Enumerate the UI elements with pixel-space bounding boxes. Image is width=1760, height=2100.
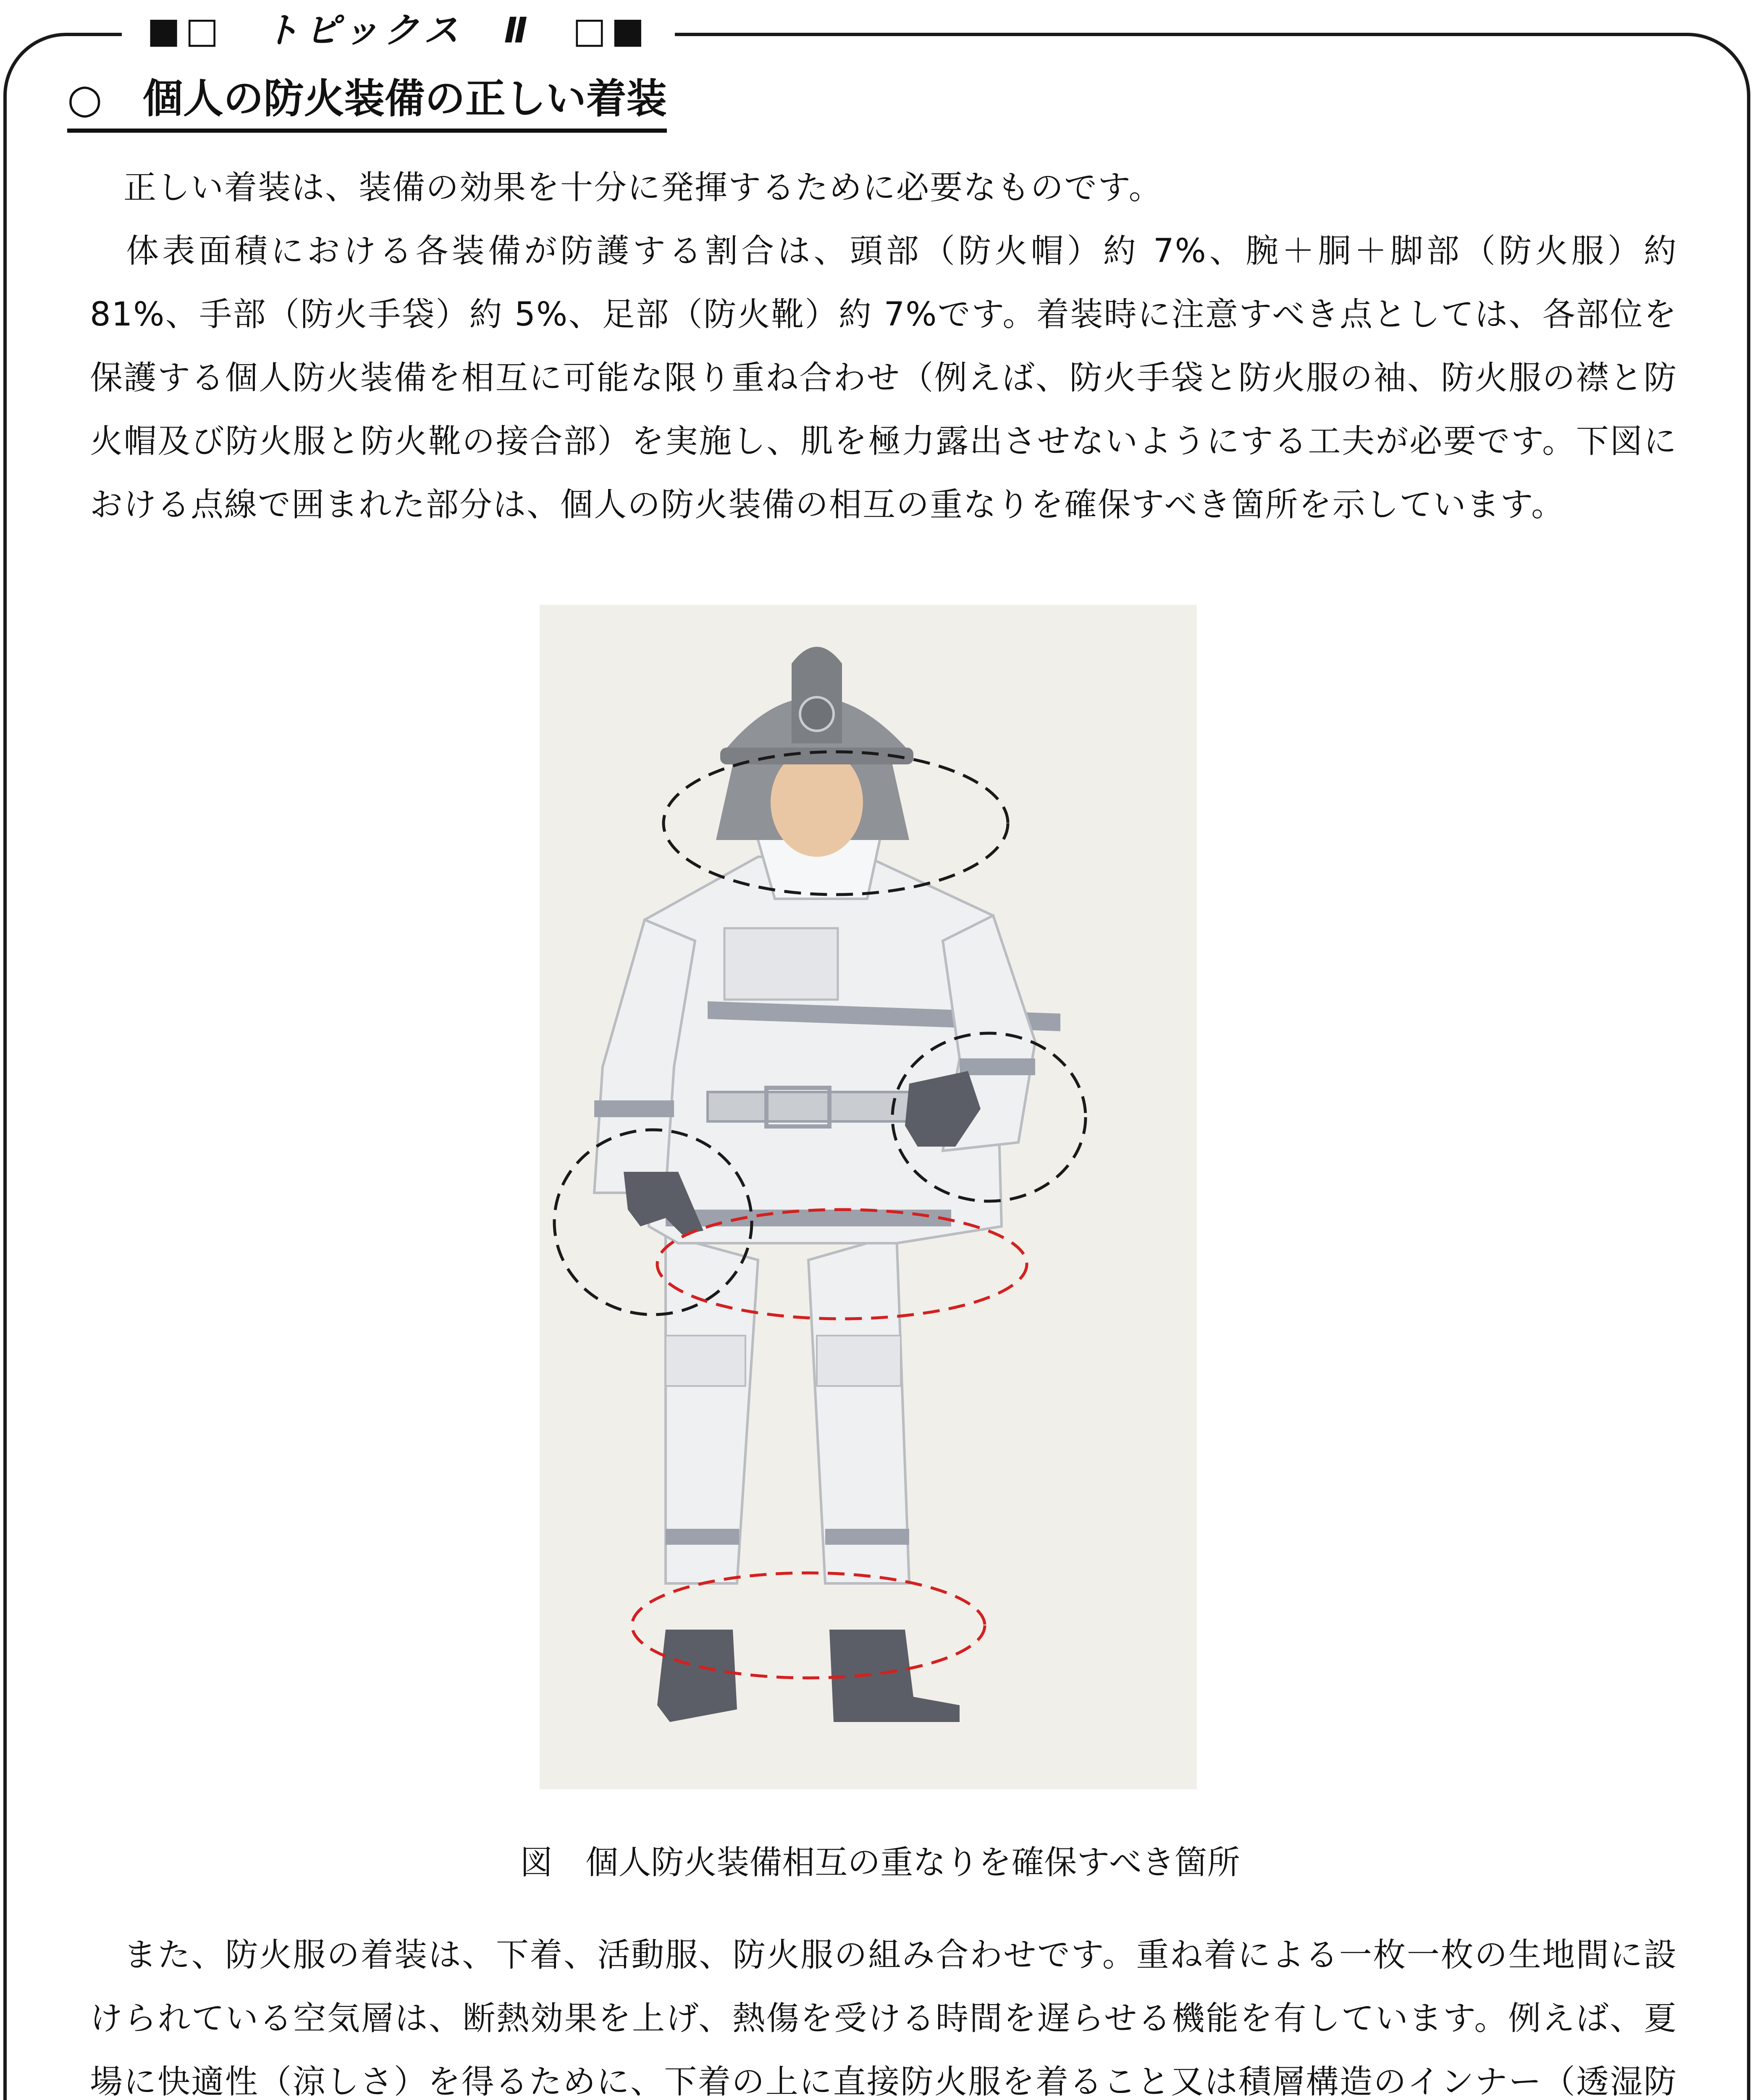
boot-right xyxy=(829,1630,960,1722)
trouser-stripe-left xyxy=(666,1529,739,1545)
paragraph-text: 体表面積における各装備が防護する割合は、頭部（防火帽）約 7%、腕＋胴＋脚部（防火服）約 81%、手部（防火手袋）約 5%、足部（防火靴）約 7%です。着装時に注意すべき点としては、各部位を保護する個人防火装備を相互に可能な限り重ね合わせ（例えば、防火手袋と防火服の袖、防火服の襟と防火帽及び防火服と防火靴の接合部）を実施し、肌を極力露出させないようにする工夫が必要です。下図における点線で囲まれた部分は、個人の防火装備の相互の重なりを確保すべき箇所を示しています。 xyxy=(90,232,1677,524)
paragraph-text: 正しい着装は、装備の効果を十分に発揮するために必要なものです。 xyxy=(123,169,1162,207)
coat-hem-stripe xyxy=(666,1210,951,1226)
box-title: ■□ トピックス Ⅱ □■ xyxy=(122,5,675,55)
sleeve-stripe-left xyxy=(594,1100,674,1117)
firefighter-illustration xyxy=(540,605,1197,1789)
firefighter-drawing xyxy=(540,605,1197,1789)
trouser-stripe-right xyxy=(825,1529,909,1545)
paragraph xyxy=(90,220,1677,537)
section-heading: ○ 個人の防火装備の正しい着装 xyxy=(67,71,667,133)
paragraph xyxy=(90,156,1677,220)
coat-body xyxy=(645,857,1002,1243)
trouser-boot-overlap-marker xyxy=(632,1573,985,1678)
chest-pocket xyxy=(724,928,838,1000)
knee-pad-left xyxy=(666,1336,745,1386)
boot-left xyxy=(657,1630,737,1722)
paragraph xyxy=(90,1924,1677,2100)
knee-pad-right xyxy=(817,1336,901,1386)
sleeve-stripe-right xyxy=(960,1058,1035,1075)
paragraph-text: また、防火服の着装は、下着、活動服、防火服の組み合わせです。重ね着による一枚一枚の生地間に設けられている空気層は、断熱効果を上げ、熱傷を受ける時間を遅らせる機能を有しています。例えば、夏場に快適性（涼しさ）を得るために、下着の上に直接防火服を着ること又は積層構造のインナー（透湿防 xyxy=(90,1936,1677,2100)
figure-caption: 図 個人防火装備相互の重なりを確保すべき箇所 xyxy=(520,1844,1240,1882)
helmet-badge xyxy=(800,697,834,731)
